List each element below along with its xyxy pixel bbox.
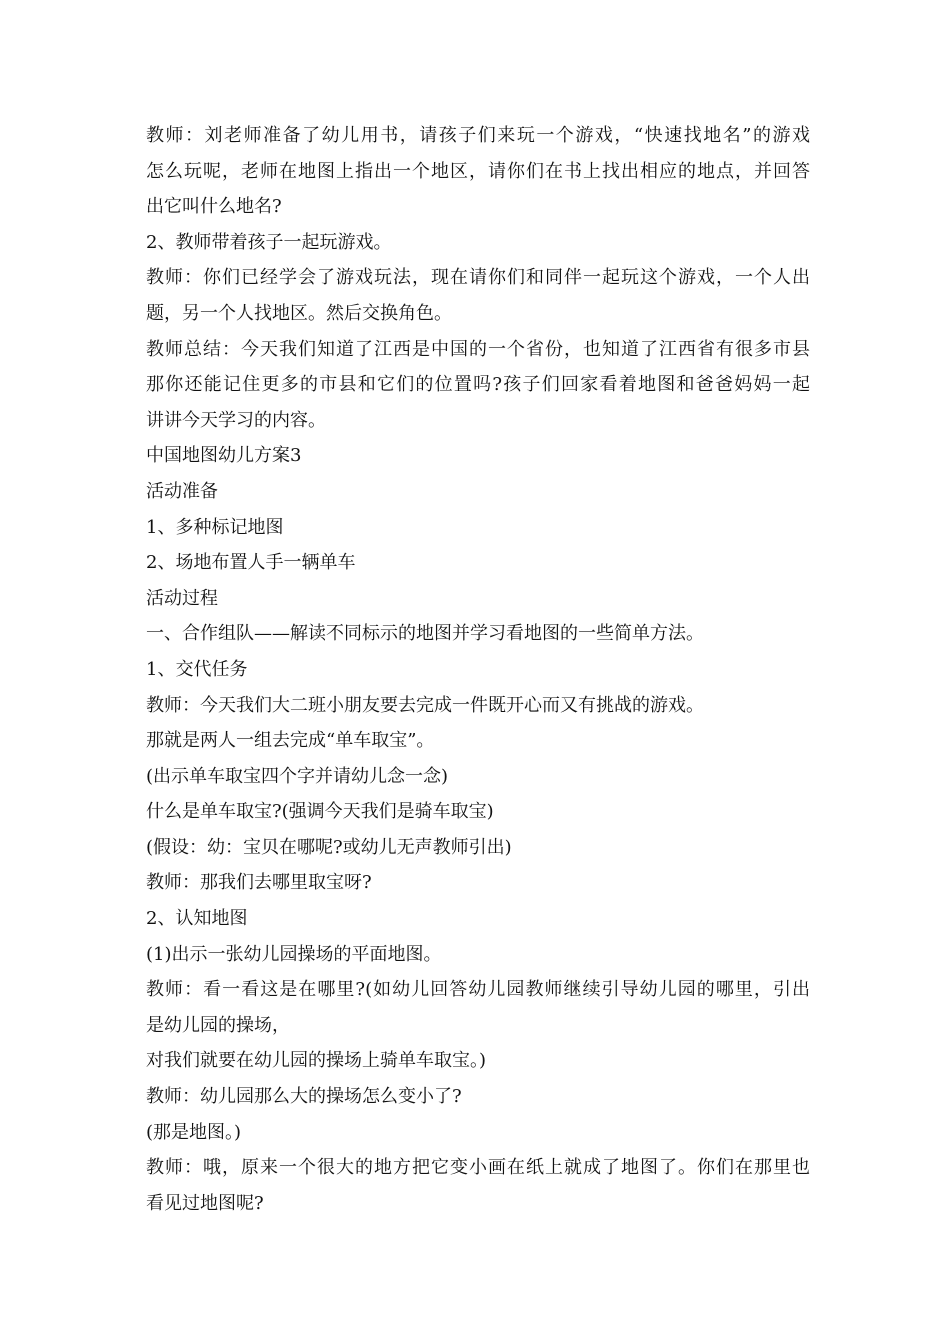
text-line: 讲讲今天学习的内容。 [146, 409, 326, 431]
text-line: 活动准备 [146, 480, 218, 502]
text-line: 1、交代任务 [146, 658, 248, 680]
text-line: 教师：哦，原来一个很大的地方把它变小画在纸上就成了地图了。你们在那里也 [146, 1157, 810, 1179]
text-line: 是幼儿园的操场， [146, 1014, 290, 1036]
text-line: 1、多种标记地图 [146, 516, 284, 538]
text-line: 教师：幼儿园那么大的操场怎么变小了? [146, 1086, 462, 1108]
text-line: 中国地图幼儿方案3 [146, 445, 302, 467]
text-line: 那你还能记住更多的市县和它们的位置吗?孩子们回家看着地图和爸爸妈妈一起 [146, 374, 810, 396]
text-line: 教师：刘老师准备了幼儿用书，请孩子们来玩一个游戏，“快速找地名”的游戏 [146, 125, 810, 146]
document-page [146, 118, 810, 1221]
text-line: 教师：你们已经学会了游戏玩法，现在请你们和同伴一起玩这个游戏，一个人出 [146, 267, 810, 289]
text-line: 教师：那我们去哪里取宝呀? [146, 872, 372, 894]
text-line: 出它叫什么地名? [146, 196, 282, 218]
text-line: 活动过程 [146, 587, 218, 609]
text-line: (那是地图。) [146, 1121, 242, 1143]
text-line: 2、场地布置人手一辆单车 [146, 552, 356, 574]
text-line: 对我们就要在幼儿园的操场上骑单车取宝。) [146, 1050, 487, 1072]
text-line: (出示单车取宝四个字并请幼儿念一念) [146, 765, 449, 787]
text-line: 2、认知地图 [146, 908, 248, 930]
text-line: 怎么玩呢，老师在地图上指出一个地区，请你们在书上找出相应的地点，并回答 [146, 160, 810, 182]
text-line: 看见过地图呢? [146, 1192, 264, 1214]
text-line: 那就是两人一组去完成“单车取宝”。 [146, 730, 435, 752]
text-line: (1)出示一张幼儿园操场的平面地图。 [146, 943, 442, 965]
text-line: 一、合作组队——解读不同标示的地图并学习看地图的一些简单方法。 [146, 623, 704, 645]
text-line: 教师总结：今天我们知道了江西是中国的一个省份，也知道了江西省有很多市县 [146, 338, 810, 360]
text-line: 教师：今天我们大二班小朋友要去完成一件既开心而又有挑战的游戏。 [146, 694, 704, 716]
text-line: 教师：看一看这是在哪里?(如幼儿回答幼儿园教师继续引导幼儿园的哪里，引出 [146, 979, 810, 1001]
text-line: (假设：幼：宝贝在哪呢?或幼儿无声教师引出) [146, 836, 512, 858]
text-line: 题，另一个人找地区。然后交换角色。 [146, 302, 452, 324]
text-line: 什么是单车取宝?(强调今天我们是骑车取宝) [146, 801, 494, 823]
text-line: 2、教师带着孩子一起玩游戏。 [146, 231, 392, 253]
